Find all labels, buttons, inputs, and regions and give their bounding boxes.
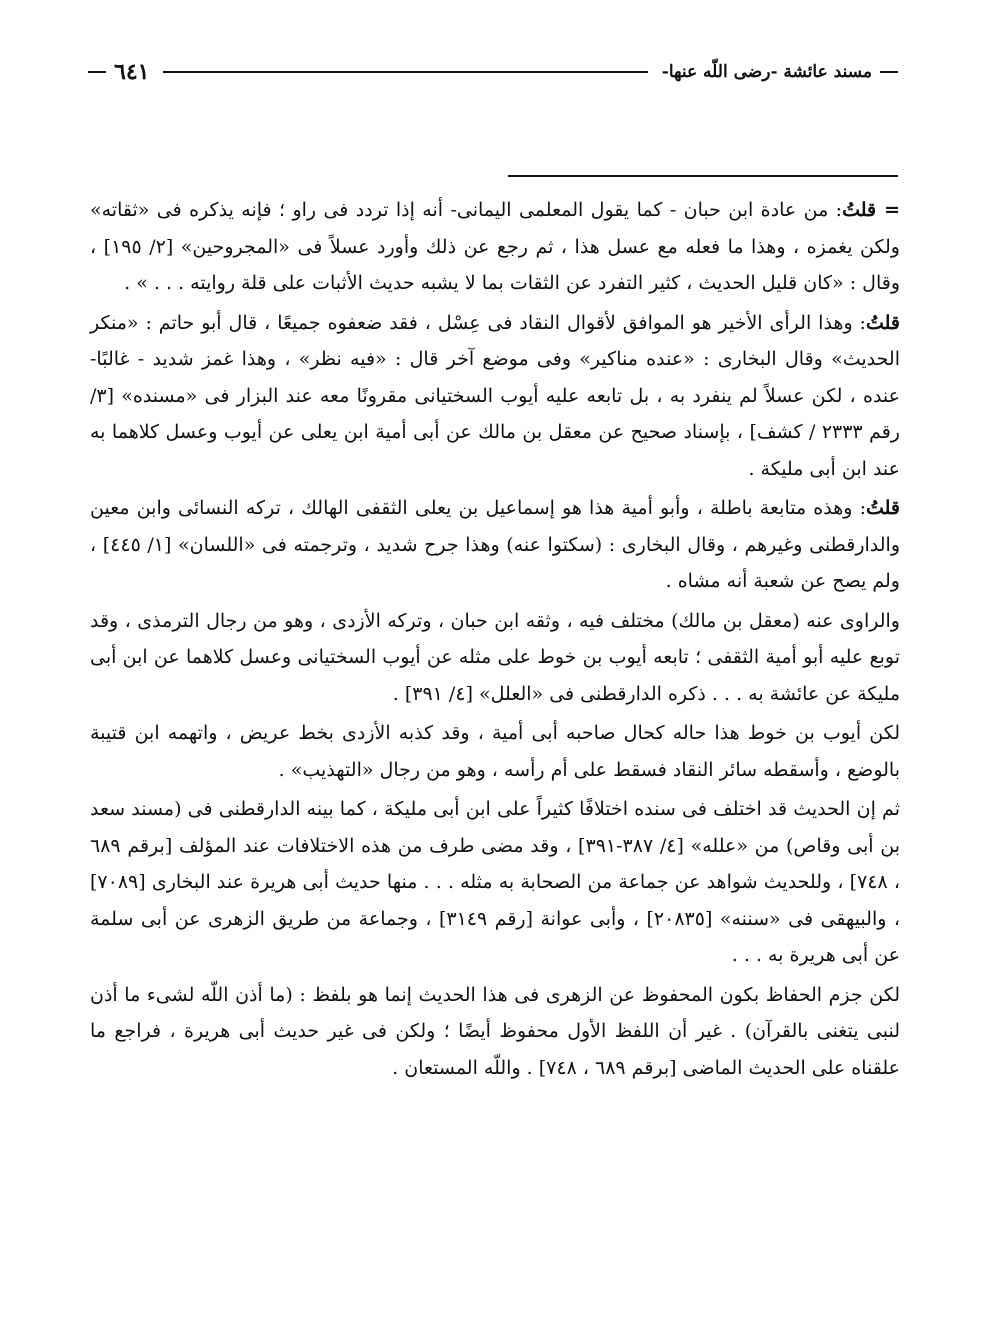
footnote-paragraph: [90, 305, 900, 488]
header-dash: [880, 71, 898, 73]
footnote-separator: [508, 175, 898, 177]
footnote-paragraph: [90, 715, 900, 788]
paragraph-text: ثم إن الحديث قد اختلف فى سنده اختلافًا كثيراً على ابن أبى مليكة ، كما بينه الدارقطنى فى (مسند سعد بن أبى وقاص) من «علله» [٤/ ٣٨٧-٣٩١] ، وقد مضى طرف من هذه الاختلافات عند المؤلف [برقم ٦٨٩ ، ٧٤٨] ، وللحديث شواهد عن جماعة من الصحابة به مثله . . . منها حديث أبى هريرة عند البخارى [٧٠٨٩] ، والبيهقى فى «سننه» [٢٠٨٣٥] ، وأبى عوانة [رقم ٣١٤٩] ، وجماعة من طريق الزهرى عن أبى سلمة عن أبى هريرة به . . .: [90, 798, 901, 966]
paragraph-text: لكن جزم الحفاظ بكون المحفوظ عن الزهرى فى هذا الحديث إنما هو بلفظ : (ما أذن اللّه لشىء ما أذن لنبى يتغنى بالقرآن) . غير أن اللفظ الأول محفوظ أيضًا ؛ ولكن فى غير حديث أبى هريرة ، فراجع ما علقناه على الحديث الماضى [برقم ٦٨٩ ، ٧٤٨] . واللّه المستعان .: [90, 983, 900, 1079]
running-header: [88, 52, 898, 92]
paragraph-label: قلتُ: [865, 497, 900, 519]
paragraph-text: لكن أيوب بن خوط هذا حاله كحال صاحبه أبى أمية ، وقد كذبه الأزدى بخط عريض ، واتهمه ابن قتيبة بالوضع ، وأسقطه سائر النقاد فسقط على أم رأسه ، وهو من رجال «التهذيب» .: [90, 722, 900, 781]
footnote-paragraph: [90, 192, 900, 302]
page-number: ٦٤١: [114, 59, 150, 85]
paragraph-text: والراوى عنه (معقل بن مالك) مختلف فيه ، وثقه ابن حبان ، وتركه الأزدى ، وهو من رجال الترمذى ، وقد توبع عليه أبو أمية الثقفى ؛ تابعه أيوب بن خوط على مثله عن أيوب السختيانى وعسل كلاهما عن ابن أبى مليكة عن عائشة به . . . ذكره الدارقطنى فى «العلل» [٤/ ٣٩١] .: [90, 609, 900, 705]
paragraph-text: : وهذا الرأى الأخير هو الموافق لأقوال النقاد فى عِسْل ، فقد ضعفوه جميعًا ، قال أبو حاتم : «منكر الحديث» وقال البخارى : «عنده مناكير» وفى موضع آخر قال : «فيه نظر» ، وهذا غمز شديد - غالبًا- عنده ، لكن عسلاً لم ينفرد به ، بل تابعه عليه أيوب السختيانى مقرونًا معه عند البزار فى «مسنده» [٣/ رقم ٢٣٣٣ / كشف] ، بإسناد صحيح عن معقل بن مالك عن أبى أمية ابن يعلى عن أيوب وعسل كلاهما به عند ابن أبى مليكة .: [90, 311, 900, 480]
paragraph-label: قلتُ: [842, 199, 877, 221]
footnote-paragraph: [90, 603, 900, 713]
paragraph-label: قلتُ: [865, 311, 900, 334]
footnote-paragraph: [90, 977, 900, 1087]
running-title: مسند عائشة -رضى اللّه عنها-: [661, 62, 872, 82]
header-dash: [88, 71, 106, 73]
footnote-paragraph: [90, 791, 900, 974]
footnote-paragraph: [90, 490, 900, 600]
paragraph-text: : من عادة ابن حبان - كما يقول المعلمى اليمانى- أنه إذا تردد فى راو ؛ فإنه يذكره فى «ثقاته» ولكن يغمزه ، وهذا ما فعله مع عسل هذا ، ثم رجع عن ذلك وأورد عسلاً فى «المجروحين» [٢/ ١٩٥] ، وقال : «كان قليل الحديث ، كثير التفرد عن الثقات بما لا يشبه حديث الأثبات على قلة روايته . . . » .: [90, 199, 900, 294]
header-rule: [163, 71, 647, 73]
paragraph-text: : وهذه متابعة باطلة ، وأبو أمية هذا هو إسماعيل بن يعلى الثقفى الهالك ، تركه النسائى وابن معين والدارقطنى وغيرهم ، وقال البخارى : (سكتوا عنه) وهذا جرح شديد ، وترجمته فى «اللسان» [١/ ٤٤٥] ، ولم يصح عن شعبة أنه مشاه .: [90, 497, 900, 592]
footnote-body: [90, 192, 900, 1089]
